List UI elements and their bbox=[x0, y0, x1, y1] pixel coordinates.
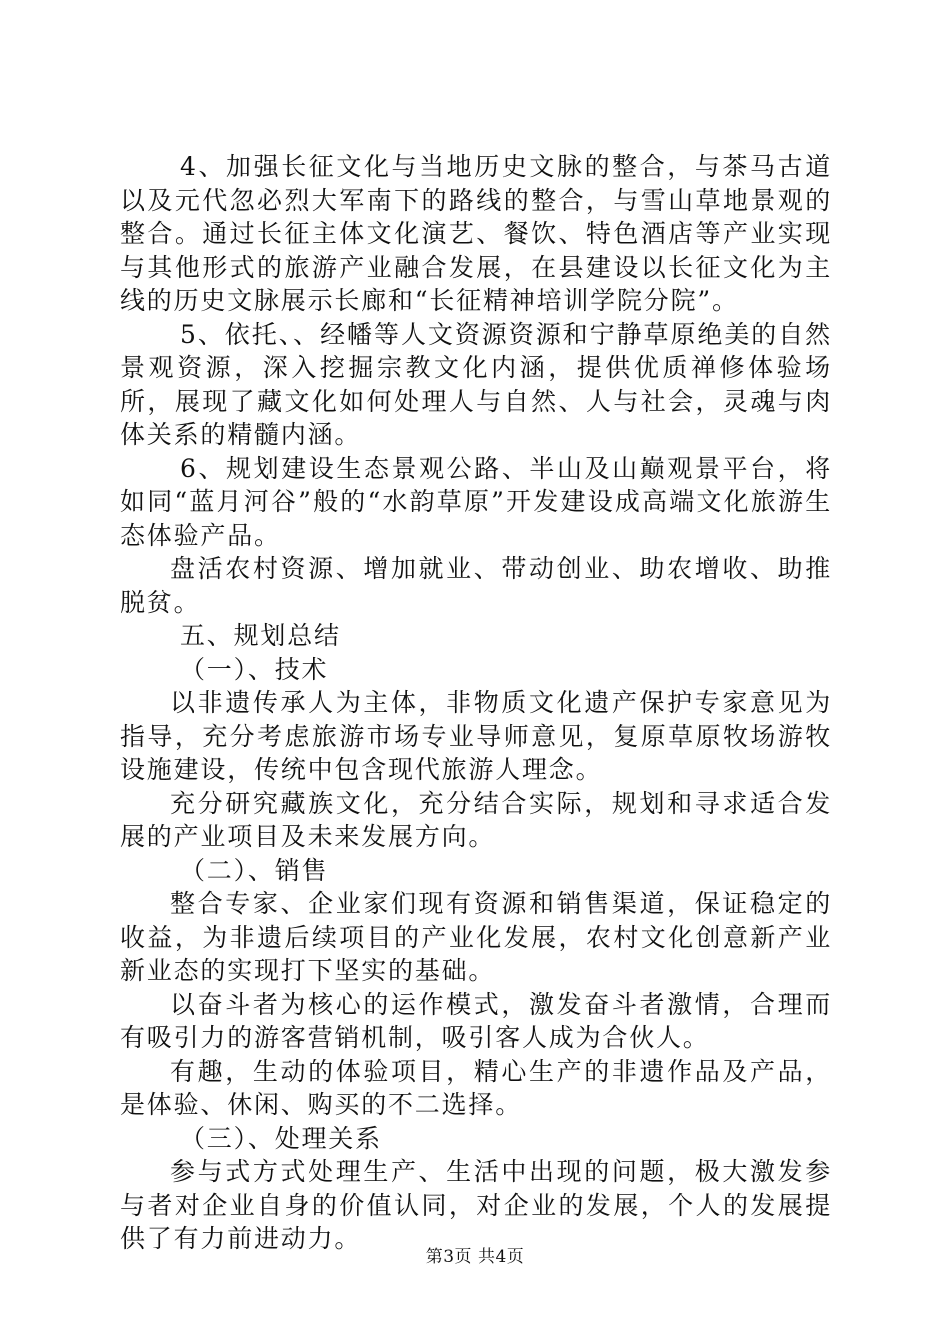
paragraph-body: 充分研究藏族文化，充分结合实际，规划和寻求适合发展的产业项目及未来发展方向。 bbox=[120, 788, 832, 851]
paragraph-body: 整合专家、企业家们现有资源和销售渠道，保证稳定的收益，为非遗后续项目的产业化发展，农村文化创意新产业新业态的实现打下坚实的基础。 bbox=[120, 889, 832, 985]
paragraph-item-6: 6、规划建设生态景观公路、半山及山巅观景平台，将如同“蓝月河谷”般的“水韵草原”开发建设成高端文化旅游生态体验产品。 bbox=[120, 453, 832, 550]
paragraph-body: 以非遗传承人为主体，非物质文化遗产保护专家意见为指导，充分考虑旅游市场专业导师意见，复原草原牧场游牧设施建设，传统中包含现代旅游人理念。 bbox=[120, 688, 832, 784]
paragraph-body: 有趣，生动的体验项目，精心生产的非遗作品及产品，是体验、休闲、购买的不二选择。 bbox=[120, 1056, 832, 1119]
subheading-technology: （一）、技术 bbox=[180, 654, 329, 684]
subheading-relations: （三）、处理关系 bbox=[180, 1123, 382, 1153]
page-number-footer: 第3页 共4页 bbox=[425, 1247, 525, 1267]
paragraph-item-4: 4、加强长征文化与当地历史文脉的整合，与茶马古道以及元代忽必烈大军南下的路线的整合，与雪山草地景观的整合。通过长征主体文化演艺、餐饮、特色酒店等产业实现与其他形式的旅游产业融合发展，在县建设以长征文化为主线的历史文脉展示长廊和“长征精神培训学院分院”。 bbox=[120, 152, 832, 315]
paragraph-item-5: 5、依托、、经幡等人文资源资源和宁静草原绝美的自然景观资源，深入挖掘宗教文化内涵，提供优质禅修体验场所，展现了藏文化如何处理人与自然、人与社会，灵魂与肉体关系的精髓内涵。 bbox=[120, 319, 832, 449]
paragraph-body: 以奋斗者为核心的运作模式，激发奋斗者激情，合理而有吸引力的游客营销机制，吸引客人成为合伙人。 bbox=[120, 989, 832, 1052]
section-heading-summary: 五、规划总结 bbox=[180, 621, 341, 650]
paragraph-body: 盘活农村资源、增加就业、带动创业、助农增收、助推脱贫。 bbox=[120, 554, 832, 617]
document-body bbox=[120, 150, 832, 1256]
paragraph-body: 参与式方式处理生产、生活中出现的问题，极大激发参与者对企业自身的价值认同，对企业的发展，个人的发展提供了有力前进动力。 bbox=[120, 1157, 832, 1253]
subheading-sales: （二）、销售 bbox=[180, 855, 329, 885]
